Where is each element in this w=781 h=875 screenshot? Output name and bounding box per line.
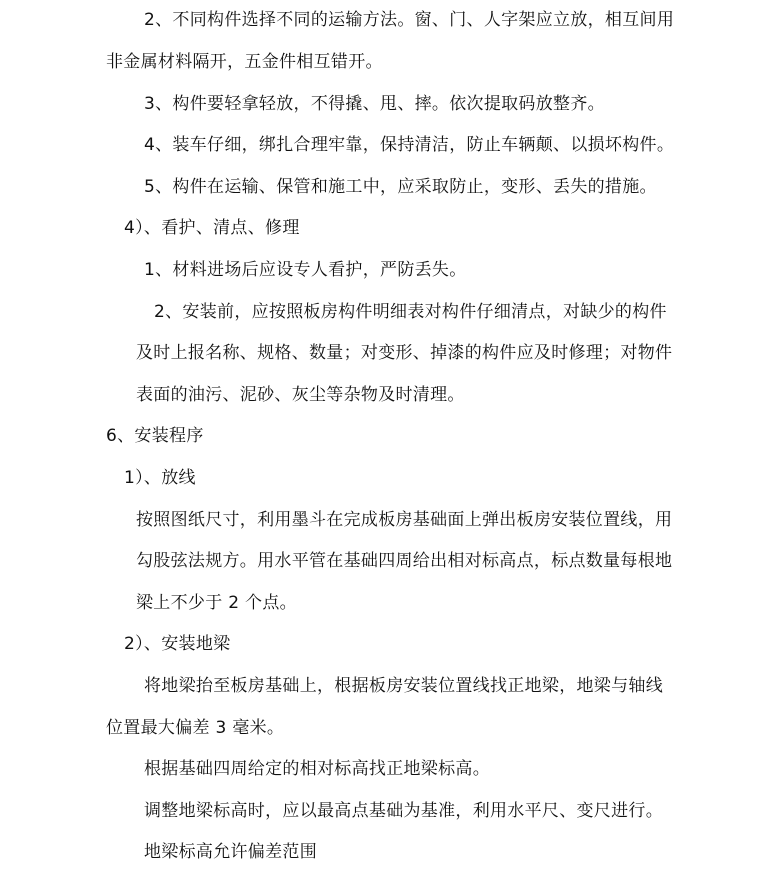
text-line: 1、材料进场后应设专人看护，严防丢失。: [144, 260, 467, 280]
text-line: 3、构件要轻拿轻放，不得撬、甩、摔。依次提取码放整齐。: [144, 94, 605, 114]
text-line: 调整地梁标高时，应以最高点基础为基准，利用水平尺、变尺进行。: [144, 801, 663, 821]
text-line: 梁上不少于 2 个点。: [136, 593, 297, 613]
text-line: 表面的油污、泥砂、灰尘等杂物及时清理。: [136, 385, 465, 405]
text-line: 地梁标高允许偏差范围: [144, 842, 317, 862]
text-line: 及时上报名称、规格、数量；对变形、掉漆的构件应及时修理；对物件: [136, 343, 673, 363]
section-heading: 6、安装程序: [106, 426, 204, 446]
text-line: 位置最大偏差 3 毫米。: [106, 718, 285, 738]
text-line: 4、装车仔细，绑扎合理牢靠，保持清洁，防止车辆颠、以损坏构件。: [144, 135, 675, 155]
text-line: 2、不同构件选择不同的运输方法。窗、门、人字架应立放，相互间用: [144, 10, 675, 30]
text-line: 根据基础四周给定的相对标高找正地梁标高。: [144, 759, 490, 779]
subsection-heading: 1）、放线: [124, 468, 196, 488]
text-line: 按照图纸尺寸，利用墨斗在完成板房基础面上弹出板房安装位置线，用: [136, 510, 673, 530]
text-line: 将地梁抬至板房基础上，根据板房安装位置线找正地梁，地梁与轴线: [144, 676, 663, 696]
text-line: 2、安装前，应按照板房构件明细表对构件仔细清点，对缺少的构件: [154, 302, 667, 322]
subsection-heading: 2）、安装地梁: [124, 634, 231, 654]
text-line: 非金属材料隔开，五金件相互错开。: [106, 52, 383, 72]
text-line: 5、构件在运输、保管和施工中，应采取防止，变形、丢失的措施。: [144, 177, 657, 197]
text-line: 勾股弦法规方。用水平管在基础四周给出相对标高点，标点数量每根地: [136, 551, 673, 571]
section-heading: 4）、看护、清点、修理: [124, 218, 300, 238]
